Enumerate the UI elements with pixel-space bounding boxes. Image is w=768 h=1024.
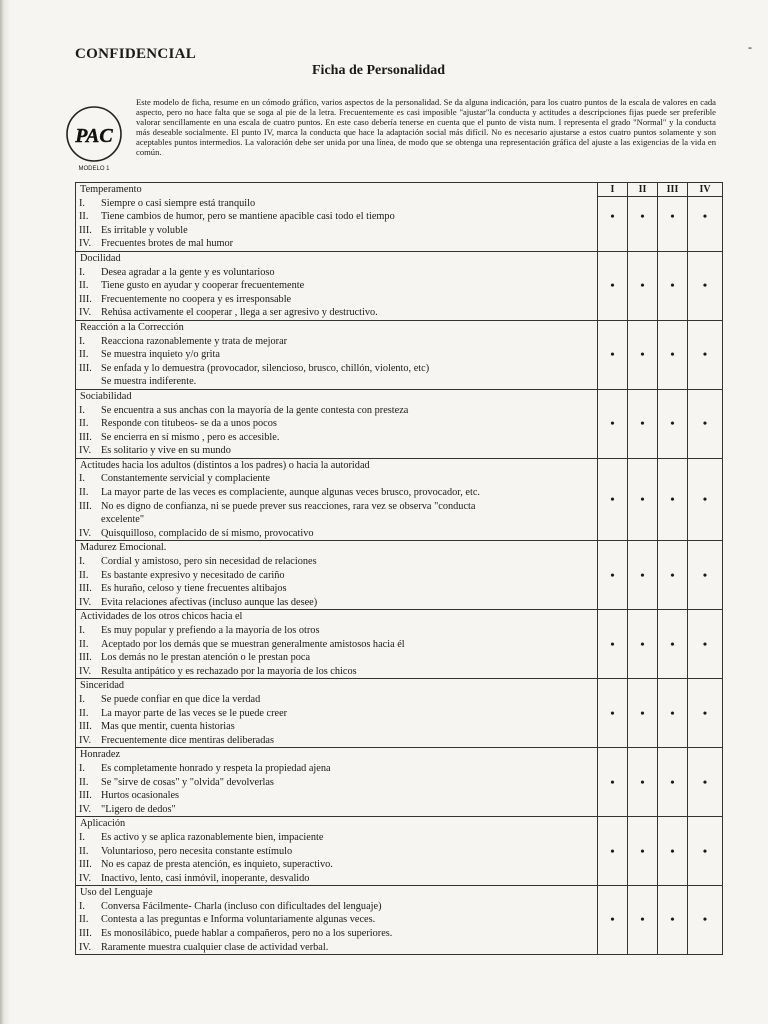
scale-item [76, 665, 597, 679]
rating-cell-2[interactable] [628, 183, 658, 252]
rating-cell-1[interactable] [598, 748, 628, 817]
scale-item-text: Se enfada y lo demuestra (provocador, silencioso, brusco, chillón, violento, etc) [101, 362, 430, 374]
stray-mark: - [748, 40, 752, 54]
rating-cell-3[interactable] [658, 251, 688, 320]
scale-item [76, 941, 597, 955]
scale-item-text: Quisquilloso, complacido de sí mismo, provocativo [101, 527, 314, 539]
scale-item [76, 707, 597, 721]
scale-item-text: Rehúsa activamente el cooperar , llega a ser agresivo y destructivo. [101, 307, 378, 319]
rating-cell-3[interactable] [658, 817, 688, 886]
section-row [76, 610, 723, 679]
scale-item-number: II. [79, 569, 89, 581]
rating-dot: • [640, 209, 645, 224]
scale-item-number: III. [79, 721, 92, 733]
scale-item [76, 638, 597, 652]
scale-item-text: Es huraño, celoso y tiene frecuentes altibajos [101, 583, 287, 595]
rating-cell-1[interactable] [598, 389, 628, 458]
scale-item-text: "Ligero de dedos" [101, 803, 176, 815]
section-text-cell [76, 886, 598, 955]
scale-item [76, 486, 597, 500]
scale-item-number: I. [79, 266, 86, 278]
rating-cell-1[interactable] [598, 541, 628, 610]
scale-item [76, 624, 597, 638]
section-text-cell [76, 748, 598, 817]
scale-item-number: IV. [79, 803, 92, 815]
section-title: Actividades de los otros chicos hacia el [80, 611, 243, 623]
rating-cell-3[interactable] [658, 610, 688, 679]
scale-item-number: I. [79, 625, 86, 636]
section-text-cell [76, 389, 598, 458]
scale-item-text: Tiene gusto en ayudar y cooperar frecuentemente [101, 280, 305, 292]
section-text-cell [76, 320, 598, 389]
scale-item-number: I. [79, 831, 86, 843]
scale-item-number: I. [79, 197, 86, 209]
scale-item-number: IV. [79, 238, 92, 250]
rating-dot: • [670, 705, 675, 720]
scale-item [76, 306, 597, 320]
rating-dot: • [610, 567, 615, 582]
rating-cell-4[interactable] [688, 251, 723, 320]
rating-dot: • [640, 636, 645, 651]
scale-item-number: IV. [79, 734, 92, 746]
scale-item-number: I. [79, 556, 86, 568]
scale-item-text: Se puede confiar en que dice la verdad [101, 693, 261, 705]
scale-item [76, 417, 597, 431]
personality-table [75, 182, 723, 955]
scale-item-number: IV. [79, 596, 92, 608]
scale-item-number: III. [79, 859, 92, 871]
rating-cell-4[interactable] [688, 320, 723, 389]
scale-item [76, 348, 597, 362]
section-row [76, 679, 723, 748]
section-row [76, 886, 723, 955]
scale-item-number: IV. [79, 941, 92, 953]
scale-item [76, 444, 597, 458]
scale-item-text: Hurtos ocasionales [101, 790, 180, 802]
scale-item-text: Conversa Fácilmente- Charla (incluso con dificultades del lenguaje) [101, 900, 382, 912]
rating-cell-1[interactable] [598, 610, 628, 679]
rating-dot: • [670, 636, 675, 651]
section-title: Temperamento [80, 184, 142, 195]
rating-cell-2[interactable] [628, 251, 658, 320]
scale-item-text: Se "sirve de cosas" y "olvida" devolverlas [101, 776, 274, 788]
section-title: Honradez [80, 749, 121, 761]
rating-cell-3[interactable] [658, 320, 688, 389]
rating-dot: • [702, 912, 708, 927]
page-title: Ficha de Personalidad [312, 63, 446, 78]
rating-dot: • [670, 567, 675, 582]
scale-item [76, 335, 597, 349]
scale-item-number [76, 375, 101, 389]
scale-item-text: Raramente muestra cualquier clase de actividad verbal. [101, 941, 329, 953]
rating-cell-1[interactable] [598, 320, 628, 389]
scale-item-text: No es digno de confianza, ni se puede prever sus reacciones, rara vez se observa "conducta [101, 500, 476, 512]
scale-item [76, 651, 597, 665]
rating-cell-2[interactable] [628, 610, 658, 679]
scale-item-number: IV. [79, 665, 92, 677]
scale-item-text: Es muy popular y prefiendo a la mayoría de los otros [101, 625, 320, 636]
scale-item [76, 237, 597, 251]
rating-dot: • [702, 278, 708, 293]
rating-dot: • [702, 774, 708, 789]
rating-cell-2[interactable] [628, 679, 658, 748]
scale-item [76, 527, 597, 541]
section-title: Sinceridad [80, 680, 125, 692]
scale-item-number: III. [79, 431, 92, 443]
scale-item-text: La mayor parte de las veces es complaciente, aunque algunas veces brusco, provocador, etc. [101, 487, 480, 499]
rating-dot: • [640, 705, 645, 720]
confidential-label: CONFIDENCIAL [75, 46, 197, 62]
rating-cell-1[interactable] [598, 458, 628, 541]
rating-cell-2[interactable] [628, 389, 658, 458]
scale-item [76, 266, 597, 280]
rating-dot: • [610, 636, 615, 651]
scale-item [76, 900, 597, 914]
rating-cell-2[interactable] [628, 817, 658, 886]
scale-item-number: III. [79, 293, 92, 305]
rating-dot: • [702, 636, 708, 651]
logo-caption: MODELO 1 [78, 166, 110, 172]
section-title: Sociabilidad [80, 390, 132, 402]
scale-item-number: III. [79, 500, 92, 512]
rating-cell-3[interactable] [658, 183, 688, 252]
scale-item [76, 555, 597, 569]
scale-item [76, 734, 597, 748]
scale-item [76, 404, 597, 418]
scale-item-text: Es irritable y voluble [101, 224, 188, 236]
scale-item-text: Frecuentemente dice mentiras deliberadas [101, 734, 274, 746]
rating-cell-4[interactable] [688, 886, 723, 955]
scale-item-number: II. [79, 776, 89, 788]
section-text-cell [76, 679, 598, 748]
scale-item-number: I. [79, 473, 86, 485]
rating-dot: • [702, 705, 708, 720]
rating-dot: • [610, 347, 615, 362]
rating-cell-4[interactable] [688, 748, 723, 817]
scale-item-text: Es solitario y vive en su mundo [101, 445, 231, 457]
rating-cell-1[interactable] [598, 679, 628, 748]
rating-cell-2[interactable] [628, 320, 658, 389]
rating-dot: • [640, 567, 645, 582]
rating-dot: • [670, 209, 675, 224]
scale-item-number: I. [79, 693, 86, 705]
scale-item-text: Responde con titubeos- se da a unos pocos [101, 418, 277, 430]
section-row [76, 389, 723, 458]
rating-cell-3[interactable] [658, 886, 688, 955]
section-title: Uso del Lenguaje [80, 887, 153, 899]
scale-item-text: No es capaz de presta atención, es inquieto, superactivo. [101, 859, 333, 871]
scale-item [76, 472, 597, 486]
scale-item [76, 224, 597, 238]
rating-cell-4[interactable] [688, 183, 723, 252]
section-row [76, 320, 723, 389]
scale-item-text: Evita relaciones afectivas (incluso aunque las desee) [101, 596, 318, 608]
section-row [76, 458, 723, 541]
intro-paragraph: Este modelo de ficha, resume en un cómodo gráfico, varios aspectos de la personalidad. Se da alguna indicación, para los cuatro puntos de la escala de valores en cada aspecto, pero no hace falta que se soga al pie de la letra. Frecuentemente es casi imposible "ajustar"la conducta y actitudes a descripciones fijas puede ser preferible valorar sencillamente en una escala de cuatro puntos. En este caso debería tenerse en cuenta que el punto de vista num. I representa el grado "Normal" y la conducta más deseable socialmente. El punto IV, marca la conducta que hace la adaptación social más difícil. No es necesario ajustarse a estos cuatro puntos solamente y son aceptables puntos intermedios. La valoración debe ser unida por una línea, de modo que se obtenga una representación gráfica del ajuste a las exigencias de la vida en común. [136, 97, 716, 157]
rating-cell-4[interactable] [688, 458, 723, 541]
pac-logo [64, 104, 124, 174]
section-text-cell [76, 183, 598, 252]
section-text-cell [76, 541, 598, 610]
rating-dot: • [640, 491, 645, 506]
rating-dot: • [610, 416, 615, 431]
scale-item-number: II. [79, 487, 89, 499]
rating-dot: • [670, 774, 675, 789]
scale-item-number: IV. [79, 307, 92, 319]
scale-item-text: Aceptado por los demás que se muestran generalmente amistosos hacia él [101, 638, 405, 650]
section-row [76, 251, 723, 320]
section-text-cell [76, 610, 598, 679]
rating-dot: • [610, 705, 615, 720]
column-header-4: IV [688, 183, 722, 197]
scale-item-number: III. [79, 362, 92, 374]
rating-dot: • [640, 774, 645, 789]
scale-item [76, 789, 597, 803]
rating-cell-1[interactable] [598, 886, 628, 955]
scale-item [76, 693, 597, 707]
scale-item-text: Se encuentra a sus anchas con la mayoría de la gente contesta con presteza [101, 404, 409, 416]
column-header-3: III [658, 183, 687, 197]
scale-item-text: Constantemente servicial y complaciente [101, 473, 270, 485]
rating-dot: • [640, 278, 645, 293]
scale-item-number: III. [79, 652, 92, 664]
rating-dot: • [610, 209, 615, 224]
section-row [76, 183, 723, 252]
scale-item-number: II. [79, 280, 89, 292]
rating-cell-4[interactable] [688, 610, 723, 679]
rating-dot: • [610, 491, 615, 506]
scale-item-number: II. [79, 349, 89, 361]
scale-item-number: II. [79, 914, 89, 926]
logo-text: PAC [75, 125, 113, 147]
scale-item [76, 872, 597, 886]
scale-item-number: II. [79, 418, 89, 430]
scale-item-text: Los demás no le prestan atención o le prestan poca [101, 652, 311, 664]
scale-item [76, 803, 597, 817]
scale-item [76, 569, 597, 583]
scale-item [76, 845, 597, 859]
scale-item-text: Es completamente honrado y respeta la propiedad ajena [101, 762, 331, 774]
rating-cell-2[interactable] [628, 458, 658, 541]
scale-item-text: Se encierra en sí mismo , pero es accesible. [101, 431, 280, 443]
scale-item-number: IV. [79, 445, 92, 457]
scale-item-number: I. [79, 335, 86, 347]
scale-item-text: Frecuentes brotes de mal humor [101, 238, 234, 250]
scale-item-text: Inactivo, lento, casi inmóvil, inoperante, desvalido [101, 872, 310, 884]
section-title: Aplicación [80, 818, 126, 830]
scale-item-number: IV. [79, 527, 92, 539]
scale-item-number [76, 513, 101, 527]
rating-cell-4[interactable] [688, 541, 723, 610]
rating-dot: • [670, 416, 675, 431]
scale-item-number: II. [79, 845, 89, 857]
section-row [76, 817, 723, 886]
rating-cell-3[interactable] [658, 389, 688, 458]
scale-item [76, 500, 597, 514]
rating-dot: • [610, 774, 615, 789]
section-title: Actitudes hacia los adultos (distintos a los padres) o hacia la autoridad [80, 459, 370, 471]
rating-dot: • [640, 843, 645, 858]
scale-item-text: Es monosilábico, puede hablar a compañeros, pero no a los superiores. [101, 928, 393, 940]
scale-item [76, 197, 597, 211]
scale-item-text: Frecuentemente no coopera y es irresponsable [101, 293, 292, 305]
rating-dot: • [670, 278, 675, 293]
rating-cell-1[interactable] [598, 817, 628, 886]
scale-item-number: II. [79, 638, 89, 650]
rating-dot: • [670, 491, 675, 506]
section-text-cell [76, 817, 598, 886]
rating-dot: • [702, 416, 708, 431]
scale-item-text: Siempre o casi siempre está tranquilo [101, 197, 256, 209]
rating-dot: • [610, 278, 615, 293]
scale-item [76, 513, 597, 527]
scale-item-text: La mayor parte de las veces se le puede creer [101, 707, 288, 719]
rating-cell-2[interactable] [628, 748, 658, 817]
rating-cell-3[interactable] [658, 679, 688, 748]
rating-cell-3[interactable] [658, 541, 688, 610]
scale-item-number: IV. [79, 872, 92, 884]
section-text-cell [76, 458, 598, 541]
scale-item [76, 279, 597, 293]
rating-cell-2[interactable] [628, 886, 658, 955]
scale-item [76, 210, 597, 224]
scale-item-number: III. [79, 928, 92, 940]
scale-item-number: II. [79, 211, 89, 223]
rating-dot: • [670, 843, 675, 858]
rating-dot: • [702, 843, 708, 858]
rating-cell-2[interactable] [628, 541, 658, 610]
scale-item-number: II. [79, 707, 89, 719]
scale-item [76, 776, 597, 790]
rating-dot: • [610, 912, 615, 927]
scale-item [76, 596, 597, 610]
column-header-2: II [628, 183, 657, 197]
rating-dot: • [702, 491, 708, 506]
scale-item-text: Resulta antipático y es rechazado por la mayoría de los chicos [101, 665, 357, 677]
scale-item-text: Desea agradar a la gente y es voluntarioso [101, 266, 275, 278]
rating-dot: • [702, 567, 708, 582]
scale-item-text: Tiene cambios de humor, pero se mantiene apacible casi todo el tiempo [101, 211, 395, 223]
scale-item [76, 293, 597, 307]
scale-item-text: Cordial y amistoso, pero sin necesidad de relaciones [101, 556, 317, 568]
scale-item-number: III. [79, 583, 92, 595]
rating-cell-1[interactable] [598, 183, 628, 252]
scale-item [76, 762, 597, 776]
rating-dot: • [702, 209, 708, 224]
scale-item-text: Se muestra inquieto y/o grita [101, 349, 220, 361]
rating-dot: • [702, 347, 708, 362]
section-title: Docilidad [80, 252, 121, 264]
rating-dot: • [640, 912, 645, 927]
scale-item-text: Reacciona razonablemente y trata de mejorar [101, 335, 288, 347]
scale-item [76, 858, 597, 872]
scale-item [76, 582, 597, 596]
scale-item-text: Voluntarioso, pero necesita constante estímulo [101, 845, 293, 857]
rating-cell-1[interactable] [598, 251, 628, 320]
section-row [76, 748, 723, 817]
scale-item-number: I. [79, 900, 86, 912]
scale-item-text: Es activo y se aplica razonablemente bien, impaciente [101, 831, 324, 843]
section-text-cell [76, 251, 598, 320]
scale-item-text: Contesta a las preguntas e Informa voluntariamente algunas veces. [101, 914, 376, 926]
rating-cell-4[interactable] [688, 817, 723, 886]
scale-item-number: I. [79, 404, 86, 416]
scale-item [76, 375, 597, 389]
scale-item-text: Es bastante expresivo y necesitado de cariño [101, 569, 285, 581]
rating-dot: • [610, 843, 615, 858]
scale-item [76, 927, 597, 941]
scale-item [76, 913, 597, 927]
scale-item [76, 720, 597, 734]
pac-logo-icon [64, 104, 124, 166]
scale-item-number: III. [79, 790, 92, 802]
scale-item-number: I. [79, 762, 86, 774]
rating-dot: • [640, 347, 645, 362]
scale-item-number: III. [79, 224, 92, 236]
rating-cell-4[interactable] [688, 389, 723, 458]
scale-item-text: Se muestra indiferente. [101, 376, 197, 388]
scale-item-text: excelente" [101, 514, 145, 526]
rating-cell-3[interactable] [658, 748, 688, 817]
section-title: Reacción a la Corrección [80, 321, 184, 333]
rating-dot: • [670, 347, 675, 362]
scale-item [76, 362, 597, 376]
rating-cell-4[interactable] [688, 679, 723, 748]
section-row [76, 541, 723, 610]
rating-dot: • [670, 912, 675, 927]
rating-cell-3[interactable] [658, 458, 688, 541]
scale-item-text: Mas que mentir, cuenta historias [101, 721, 235, 733]
section-title: Madurez Emocional. [80, 542, 167, 554]
scale-item [76, 431, 597, 445]
scale-item [76, 831, 597, 845]
rating-dot: • [640, 416, 645, 431]
column-header-1: I [598, 183, 627, 197]
